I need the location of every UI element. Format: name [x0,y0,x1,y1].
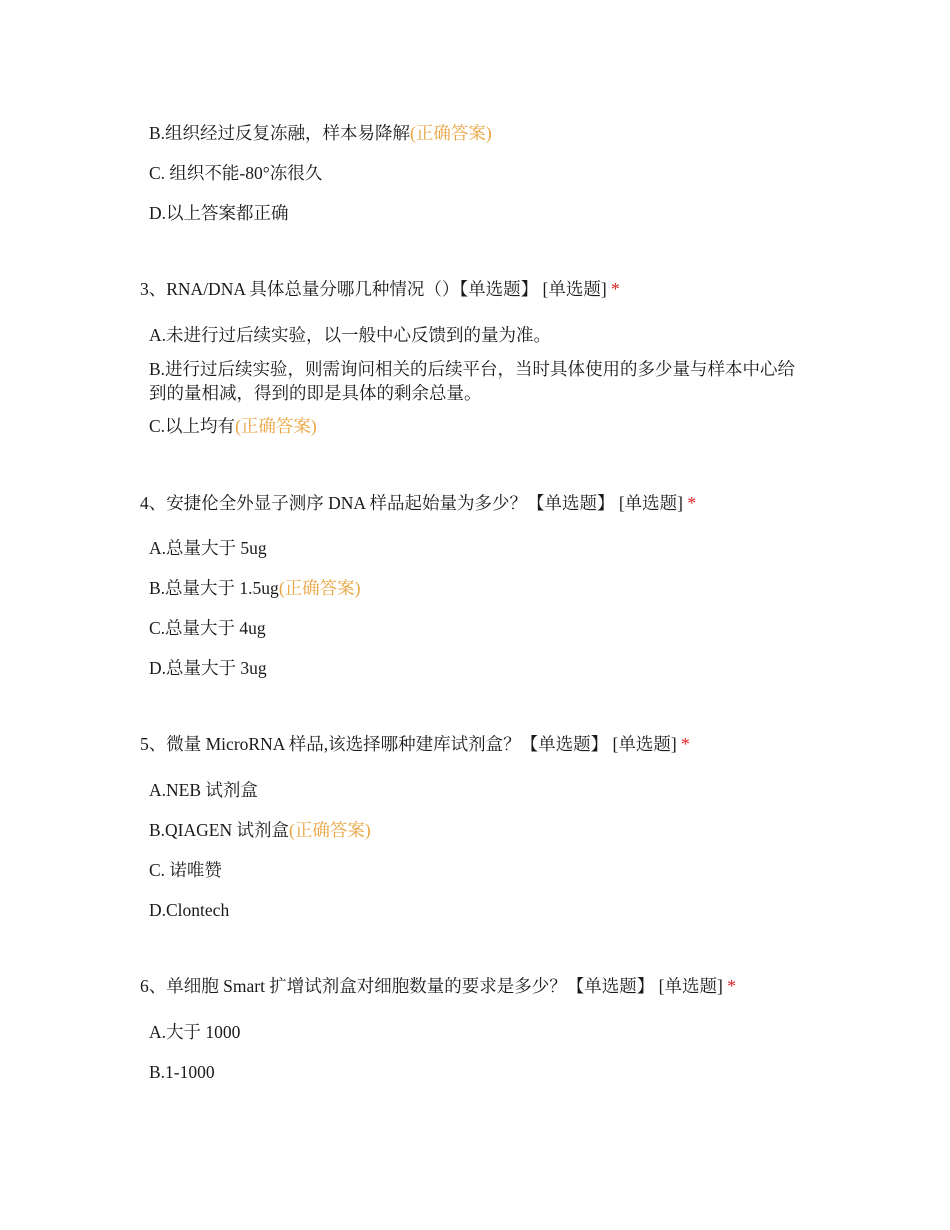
question-text: 5、微量 MicroRNA 样品,该选择哪种建库试剂盒？【单选题】 [单选题] [140,734,677,754]
q6-option-a [149,1020,240,1044]
option-text: C.总量大于 4ug [149,618,266,638]
q6-title [140,974,736,998]
q5-title [140,732,690,756]
option-text: D.总量大于 3ug [149,658,267,678]
correct-answer-tag: (正确答案) [410,123,492,143]
option-text: D.Clontech [149,900,230,920]
option-text: A.未进行过后续实验，以一般中心反馈到的量为准。 [149,325,552,345]
q3-title [140,277,620,301]
q4-title [140,491,696,515]
q3-option-b [149,357,809,405]
option-text: D.以上答案都正确 [149,203,289,223]
required-mark: * [681,734,690,754]
q5-option-c [149,858,222,882]
question-text: 4、安捷伦全外显子测序 DNA 样品起始量为多少？【单选题】 [单选题] [140,493,683,513]
option-text: B.总量大于 1.5ug [149,578,279,598]
q2-option-c [149,161,322,185]
q5-option-a [149,778,258,802]
q4-option-b [149,576,360,600]
required-mark: * [611,279,620,299]
question-text: 6、单细胞 Smart 扩增试剂盒对细胞数量的要求是多少？【单选题】 [单选题] [140,976,723,996]
option-text: A.大于 1000 [149,1022,241,1042]
correct-answer-tag: (正确答案) [235,416,317,436]
option-text: B.1-1000 [149,1062,215,1082]
required-mark: * [727,976,736,996]
q5-option-d [149,898,229,922]
correct-answer-tag: (正确答案) [289,820,371,840]
required-mark: * [687,493,697,513]
option-text: A.总量大于 5ug [149,538,267,558]
q2-option-b [149,121,492,145]
q4-option-c [149,616,266,640]
option-text: C. 诺唯赞 [149,860,222,880]
option-text: B.QIAGEN 试剂盒 [149,820,289,840]
q2-option-d [149,201,289,225]
question-text: 3、RNA/DNA 具体总量分哪几种情况（）【单选题】 [单选题] [140,279,607,299]
q5-option-b [149,818,371,842]
option-text: B.进行过后续实验，则需询问相关的后续平台，当时具体使用的多少量与样本中心给到的量相减，得到的即是具体的剩余总量。 [149,359,796,403]
option-text: B.组织经过反复冻融，样本易降解 [149,123,411,143]
q4-option-d [149,656,267,680]
option-text: A.NEB 试剂盒 [149,780,258,800]
q4-option-a [149,536,267,560]
q3-option-c [149,414,317,438]
option-text: C.以上均有 [149,416,236,436]
q3-option-a [149,323,551,347]
q6-option-b [149,1060,215,1084]
correct-answer-tag: (正确答案) [278,578,361,598]
option-text: C. 组织不能-80°冻很久 [149,163,323,183]
